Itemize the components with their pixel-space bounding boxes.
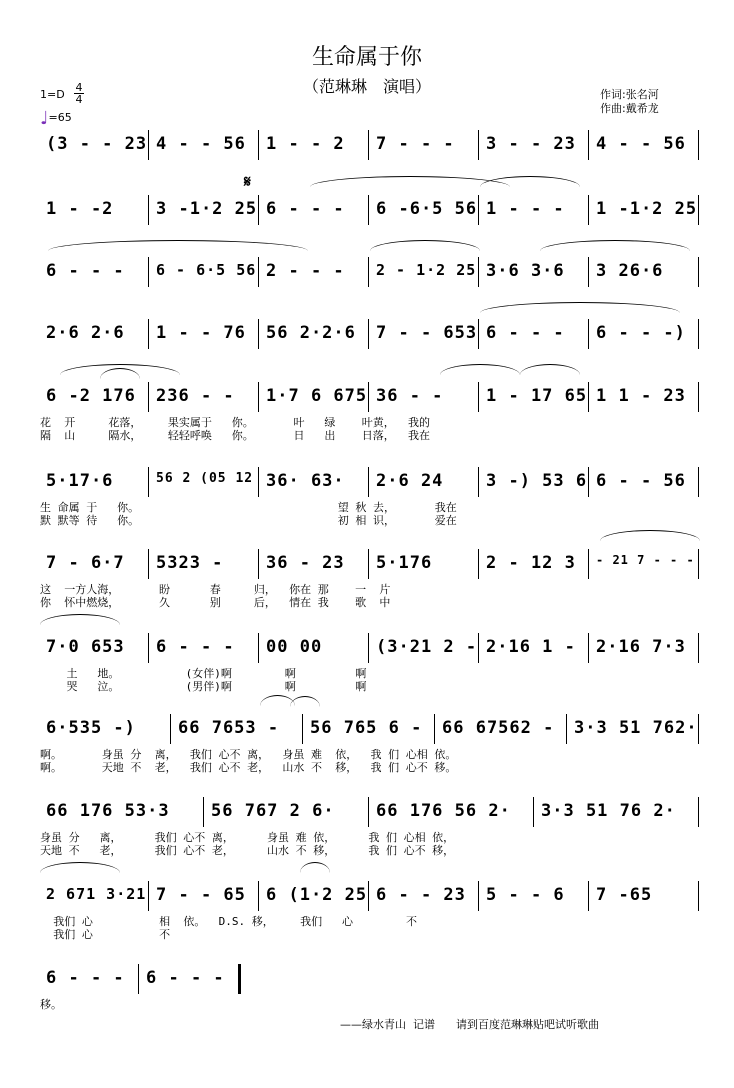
measure: (3 - - 23 — [46, 134, 148, 154]
measure: 4 - - 56 — [156, 134, 246, 154]
lyric-line: 哭 泣。 (男伴)啊 啊 啊 — [40, 680, 367, 693]
barline — [478, 633, 479, 663]
measure: 6 - - - — [46, 968, 125, 988]
measure: - 21 7 - - - — [596, 553, 695, 567]
lyric-line: 我们 心 相 依。 D.S. 移， 我们 心 不 — [40, 915, 418, 928]
quarter-note-icon: ♩ — [40, 108, 49, 129]
barline — [368, 881, 369, 911]
measure: 6 -2 176 — [46, 386, 136, 406]
barline — [258, 195, 259, 225]
measure: 36· 63· — [266, 471, 345, 491]
lyric-line: 啊。 天地 不 老， 我们 心不 老， 山水 不 移， 我 们 心不 移。 — [40, 761, 457, 774]
barline — [203, 797, 204, 827]
barline — [148, 319, 149, 349]
measure: 2 - 1·2 25 — [376, 261, 477, 279]
notes-line — [40, 885, 700, 907]
barline — [238, 964, 241, 994]
measure: 3·3 51 76 2· — [541, 801, 676, 821]
notes-line — [40, 199, 700, 221]
measure: 7 -65 — [596, 885, 653, 905]
notes-line — [40, 134, 700, 156]
measure: 3·3 51 762· — [574, 718, 698, 738]
slur-mark — [440, 364, 520, 375]
barline — [698, 195, 699, 225]
slur-mark — [480, 302, 680, 313]
slur-mark — [480, 176, 580, 187]
barline — [478, 549, 479, 579]
lyric-line: 身虽 分 离， 我们 心不 离， 身虽 难 依， 我 们 心相 依， — [40, 831, 455, 844]
measure: 66 67562 - — [442, 718, 555, 738]
measure: 1 - - 2 — [266, 134, 345, 154]
measure: 2 - 12 3 — [486, 553, 576, 573]
notes-line — [40, 261, 700, 283]
time-signature-bottom: 4 — [75, 93, 83, 106]
barline — [368, 467, 369, 497]
measure: 1 1 - 23 — [596, 386, 686, 406]
barline — [258, 130, 259, 160]
barline — [478, 257, 479, 287]
barline — [698, 130, 699, 160]
barline — [368, 549, 369, 579]
barline — [698, 382, 699, 412]
barline — [698, 319, 699, 349]
barline — [258, 382, 259, 412]
lyricist: 作词:张名河 — [600, 88, 659, 101]
slur-mark — [40, 614, 120, 625]
notes-line — [40, 323, 700, 345]
barline — [533, 797, 534, 827]
notes-line — [40, 637, 700, 659]
lyric-line: 花 开 花落， 果实属于 你。 叶 绿 叶黄， 我的 — [40, 416, 431, 429]
notes-line — [40, 718, 700, 740]
measure: 66 176 53·3 — [46, 801, 170, 821]
barline — [148, 467, 149, 497]
measure: (3·21 2 - — [376, 637, 478, 657]
measure: 7 - 6·7 — [46, 553, 125, 573]
barline — [368, 382, 369, 412]
barline — [478, 382, 479, 412]
barline — [478, 467, 479, 497]
measure: 4 - - 56 — [596, 134, 686, 154]
barline — [698, 633, 699, 663]
slur-mark — [48, 240, 308, 251]
measure: 56 767 2 6· — [211, 801, 335, 821]
notes-line — [40, 471, 700, 493]
tempo-value: =65 — [48, 111, 72, 124]
measure: 3 -) 53 6 — [486, 471, 588, 491]
measure: 2·6 2·6 — [46, 323, 125, 343]
measure: 6 -6·5 56 — [376, 199, 478, 219]
barline — [588, 195, 589, 225]
notes-line — [40, 801, 700, 823]
barline — [368, 319, 369, 349]
measure: 5323 - — [156, 553, 224, 573]
barline — [588, 549, 589, 579]
slur-mark — [370, 240, 480, 251]
barline — [148, 195, 149, 225]
measure: 2 671 3·21 — [46, 885, 147, 903]
measure: 00 00 — [266, 637, 323, 657]
measure: 1 - - - — [486, 199, 565, 219]
barline — [148, 382, 149, 412]
lyric-line: 你 怀中燃烧， 久 别 后， 情在 我 歌 中 — [40, 596, 391, 609]
barline — [698, 257, 699, 287]
measure: 1·7 6 675 — [266, 386, 368, 406]
barline — [148, 633, 149, 663]
barline — [138, 964, 139, 994]
measure: 7 - - 65 — [156, 885, 246, 905]
barline — [148, 549, 149, 579]
slur-mark — [300, 862, 330, 873]
barline — [588, 257, 589, 287]
measure: 3 -1·2 25 — [156, 199, 258, 219]
barline — [148, 130, 149, 160]
slur-mark — [520, 364, 580, 375]
measure: 66 7653 - — [178, 718, 280, 738]
slur-mark — [260, 695, 295, 706]
measure: 56 2 (05 12 — [156, 471, 254, 486]
notes-line — [40, 553, 700, 575]
lyric-line: 我们 心 不 — [40, 928, 171, 941]
notes-line — [40, 968, 700, 990]
barline — [434, 714, 435, 744]
barline — [588, 382, 589, 412]
barline — [302, 714, 303, 744]
barline — [258, 257, 259, 287]
measure: 6 - - - — [146, 968, 225, 988]
measure: 7·0 653 — [46, 637, 125, 657]
measure: 6 - - -) — [596, 323, 686, 343]
lyric-line: 这 一方人海， 盼 春 归， 你在 那 一 片 — [40, 583, 391, 596]
time-signature — [74, 82, 84, 105]
measure: 2 - - - — [266, 261, 345, 281]
measure: 236 - - — [156, 386, 235, 406]
barline — [478, 195, 479, 225]
measure: 6·535 -) — [46, 718, 136, 738]
measure: 5·176 — [376, 553, 433, 573]
measure: 6 - - - — [266, 199, 345, 219]
barline — [698, 797, 699, 827]
measure: 7 - - 653 — [376, 323, 478, 343]
measure: 5 - - 6 — [486, 885, 565, 905]
barline — [588, 633, 589, 663]
measure: 66 176 56 2· — [376, 801, 511, 821]
segno-icon: 𝄋 — [244, 172, 251, 191]
barline — [258, 467, 259, 497]
footer-note: ——绿水青山 记谱 请到百度范琳琳贴吧试听歌曲 — [340, 1018, 599, 1031]
measure: 6 - - - — [486, 323, 565, 343]
slur-mark — [40, 862, 120, 873]
measure: 7 - - - — [376, 134, 455, 154]
measure: 2·16 1 - — [486, 637, 576, 657]
performer-subtitle: （范琳琳 演唱） — [302, 77, 431, 96]
barline — [588, 881, 589, 911]
barline — [148, 881, 149, 911]
measure: 2·16 7·3 — [596, 637, 686, 657]
barline — [588, 467, 589, 497]
lyric-line: 啊。 身虽 分 离， 我们 心不 离， 身虽 难 依， 我 们 心相 依。 — [40, 748, 457, 761]
barline — [478, 130, 479, 160]
measure: 3 26·6 — [596, 261, 664, 281]
measure: 56 765 6 - — [310, 718, 423, 738]
measure: 1 - - 76 — [156, 323, 246, 343]
barline — [258, 549, 259, 579]
barline — [698, 467, 699, 497]
measure: 1 - -2 — [46, 199, 114, 219]
barline — [698, 714, 699, 744]
barline — [478, 319, 479, 349]
measure: 6 - - - — [46, 261, 125, 281]
measure: 36 - - — [376, 386, 444, 406]
barline — [588, 319, 589, 349]
measure: 6 (1·2 25 — [266, 885, 368, 905]
measure: 3 - - 23 — [486, 134, 576, 154]
barline — [148, 257, 149, 287]
lyric-line: 移。 — [40, 998, 62, 1011]
measure: 56 2·2·6 — [266, 323, 356, 343]
measure: 1 -1·2 25 — [596, 199, 698, 219]
barline — [698, 549, 699, 579]
credits — [600, 88, 659, 116]
tempo-marking — [40, 108, 72, 129]
barline — [698, 881, 699, 911]
slur-mark — [600, 530, 700, 541]
measure: 6 - 6·5 56 — [156, 261, 257, 279]
measure: 3·6 3·6 — [486, 261, 565, 281]
measure: 2·6 24 — [376, 471, 444, 491]
measure: 1 - 17 65 — [486, 386, 588, 406]
barline — [258, 881, 259, 911]
barline — [258, 633, 259, 663]
measure: 6 - - 56 — [596, 471, 686, 491]
barline — [478, 881, 479, 911]
slur-mark — [540, 240, 690, 251]
notes-line — [40, 386, 700, 408]
barline — [368, 130, 369, 160]
measure: 5·17·6 — [46, 471, 114, 491]
measure: 6 - - 23 — [376, 885, 466, 905]
composer: 作曲:戴希龙 — [600, 102, 659, 115]
song-title: 生命属于你 — [311, 45, 422, 70]
barline — [368, 633, 369, 663]
barline — [170, 714, 171, 744]
barline — [368, 257, 369, 287]
lyric-line: 默 默等 待 你。 初 相 识， 爱在 — [40, 514, 457, 527]
barline — [368, 195, 369, 225]
barline — [258, 319, 259, 349]
barline — [566, 714, 567, 744]
measure: 6 - - - — [156, 637, 235, 657]
time-signature-top: 4 — [75, 81, 83, 94]
measure: 36 - 23 — [266, 553, 345, 573]
lyric-line: 土 地。 (女伴)啊 啊 啊 — [40, 667, 367, 680]
barline — [368, 797, 369, 827]
barline — [588, 130, 589, 160]
lyric-line: 天地 不 老， 我们 心不 老， 山水 不 移， 我 们 心不 移， — [40, 844, 455, 857]
lyric-line: 生 命属 于 你。 望 秋 去， 我在 — [40, 501, 457, 514]
lyric-line: 隔 山 隔水， 轻轻呼唤 你。 日 出 日落， 我在 — [40, 429, 431, 442]
key-signature: 1=D — [40, 88, 65, 101]
